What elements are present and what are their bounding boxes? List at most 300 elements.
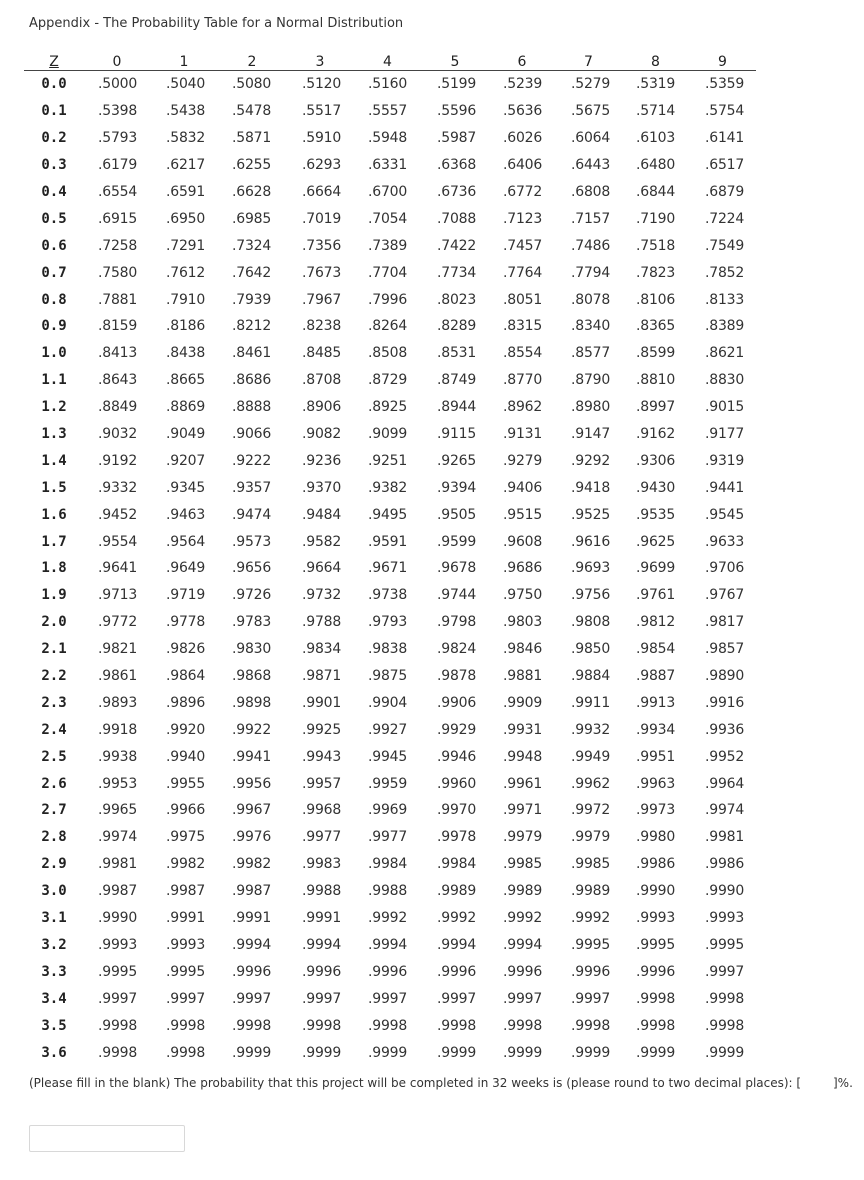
column-header-8: 8 [651,54,660,70]
probability-cell: .9032 [98,426,138,443]
probability-cell: .8051 [503,291,543,308]
probability-cell: .9940 [166,748,206,765]
probability-cell: .8365 [636,318,676,335]
probability-cell: .8186 [166,318,206,335]
probability-cell: .9985 [503,856,543,873]
probability-cell: .8315 [503,318,543,335]
z-value-cell: 3.4 [41,990,67,1007]
probability-cell: .9996 [437,963,477,980]
probability-cell: .6985 [232,210,272,227]
z-value-cell: 0.1 [41,103,67,120]
probability-cell: .6217 [166,157,206,174]
z-value-cell: 0.7 [41,264,67,281]
column-header-5: 5 [450,54,460,70]
probability-cell: .8531 [437,345,477,362]
probability-cell: .9824 [437,641,477,658]
probability-cell: .9788 [302,614,342,631]
probability-cell: .9974 [705,802,745,819]
probability-cell: .7673 [302,264,342,281]
probability-cell: .8962 [503,399,543,416]
probability-cell: .6772 [503,184,543,200]
probability-cell: .9998 [98,1044,138,1061]
z-value-cell: 0.5 [41,210,67,227]
probability-cell: .9936 [705,721,745,738]
z-value-cell: 1.6 [41,506,67,523]
table-row [24,259,756,286]
probability-cell: .9418 [571,479,611,496]
z-value-cell: 3.6 [41,1044,67,1061]
probability-cell: .7549 [705,237,745,254]
probability-cell: .9871 [302,668,342,685]
probability-cell: .9641 [98,560,138,577]
probability-cell: .7157 [571,210,611,227]
probability-cell: .7612 [166,264,206,281]
probability-cell: .8289 [437,318,477,335]
probability-cell: .6517 [705,157,745,174]
probability-cell: .8461 [232,345,272,362]
probability-cell: .9452 [98,506,138,523]
probability-cell: .5557 [368,103,408,120]
probability-cell: .8159 [98,318,138,335]
probability-cell: .9973 [636,802,676,819]
probability-cell: .8869 [166,399,206,416]
probability-cell: .8997 [636,399,676,416]
probability-cell: .9573 [232,533,272,550]
probability-cell: .5478 [232,103,272,120]
z-value-cell: 2.1 [41,641,67,658]
probability-cell: .6255 [232,157,272,174]
probability-cell: .8554 [503,345,543,362]
probability-cell: .9236 [302,452,342,469]
probability-cell: .9943 [302,748,342,765]
table-body [24,71,756,1066]
probability-cell: .8729 [368,372,408,389]
probability-cell: .9505 [437,506,477,523]
probability-cell: .9913 [636,694,676,711]
probability-cell: .9977 [368,829,408,846]
probability-cell: .5000 [98,76,138,93]
probability-cell: .9979 [503,829,543,846]
probability-cell: .8508 [368,345,408,362]
probability-cell: .9999 [437,1044,477,1061]
table-row [24,824,756,851]
probability-cell: .9994 [368,936,408,953]
table-row [24,851,756,878]
probability-cell: .9990 [98,910,138,927]
table-row [24,609,756,636]
probability-cell: .5793 [98,130,138,147]
z-value-cell: 2.7 [41,802,67,819]
probability-cell: .7518 [636,237,676,254]
probability-cell: .9463 [166,506,206,523]
probability-cell: .9922 [232,721,272,738]
z-value-cell: 1.8 [41,560,67,577]
probability-cell: .8599 [636,345,676,362]
probability-cell: .9861 [98,668,138,685]
probability-cell: .9997 [368,990,408,1007]
probability-cell: .9864 [166,668,206,685]
probability-cell: .6879 [705,184,745,200]
probability-cell: .7704 [368,264,408,281]
table-row [24,447,756,474]
probability-cell: .9938 [98,748,138,765]
probability-cell: .8133 [705,291,745,308]
probability-cell: .9931 [503,721,543,738]
probability-cell: .8413 [98,345,138,362]
probability-cell: .9803 [503,614,543,631]
probability-cell: .9981 [98,856,138,873]
z-value-cell: 3.3 [41,963,67,980]
probability-cell: .9582 [302,533,342,550]
probability-cell: .9957 [302,775,342,792]
probability-cell: .7123 [503,210,543,227]
probability-cell: .9591 [368,533,408,550]
probability-cell: .9999 [503,1044,543,1061]
table-row [24,286,756,313]
probability-cell: .9162 [636,426,676,443]
probability-cell: .9972 [571,802,611,819]
table-row [24,98,756,125]
probability-cell: .8749 [437,372,477,389]
probability-cell: .9887 [636,668,676,685]
probability-cell: .9904 [368,694,408,711]
probability-cell: .9982 [166,856,206,873]
probability-cell: .5948 [368,130,408,147]
probability-cell: .9979 [571,829,611,846]
probability-cell: .8340 [571,318,611,335]
probability-cell: .9484 [302,506,342,523]
probability-cell: .9997 [437,990,477,1007]
z-value-cell: 1.1 [41,372,67,389]
probability-cell: .7389 [368,237,408,254]
probability-cell: .8980 [571,399,611,416]
probability-cell: .7422 [437,237,477,254]
probability-cell: .7910 [166,291,206,308]
probability-cell: .9699 [636,560,676,577]
probability-cell: .9999 [232,1044,272,1061]
probability-cell: .9949 [571,748,611,765]
probability-cell: .8485 [302,345,342,362]
probability-cell: .9916 [705,694,745,711]
z-value-cell: 2.9 [41,856,67,873]
probability-cell: .9964 [705,775,745,792]
probability-cell: .9965 [98,802,138,819]
probability-cell: .9990 [705,883,745,900]
probability-cell: .9959 [368,775,408,792]
probability-cell: .9830 [232,641,272,658]
probability-cell: .9750 [503,587,543,604]
table-row [24,716,756,743]
probability-cell: .8238 [302,318,342,335]
probability-cell: .9998 [636,990,676,1007]
probability-cell: .8621 [705,345,745,362]
probability-cell: .9988 [368,883,408,900]
probability-cell: .9911 [571,694,611,711]
probability-cell: .7642 [232,264,272,281]
probability-cell: .9131 [503,426,543,443]
probability-cell: .9756 [571,587,611,604]
z-column-header: Z [49,54,59,70]
probability-cell: .9906 [437,694,477,711]
column-header-1: 1 [179,54,189,70]
probability-cell: .7054 [368,210,408,227]
probability-cell: .8212 [232,318,272,335]
probability-cell: .9909 [503,694,543,711]
table-row [24,1012,756,1039]
probability-cell: .9719 [166,587,206,604]
probability-cell: .6628 [232,184,272,200]
probability-cell: .9998 [302,1017,342,1034]
z-value-cell: 0.8 [41,291,67,308]
probability-cell: .9986 [636,856,676,873]
probability-cell: .9495 [368,506,408,523]
probability-cell: .9981 [705,829,745,846]
probability-cell: .8264 [368,318,408,335]
probability-cell: .9767 [705,587,745,604]
probability-cell: .6368 [437,157,477,174]
z-value-cell: 0.6 [41,237,67,254]
probability-cell: .7356 [302,237,342,254]
probability-cell: .5871 [232,130,272,147]
probability-cell: .9988 [302,883,342,900]
table-header-row [24,50,756,71]
probability-cell: .9932 [571,721,611,738]
probability-cell: .9332 [98,479,138,496]
table-row [24,71,756,98]
z-value-cell: 0.3 [41,157,67,174]
probability-cell: .9997 [166,990,206,1007]
probability-cell: .5438 [166,103,206,120]
probability-cell: .5160 [368,76,408,93]
probability-cell: .9846 [503,641,543,658]
probability-cell: .9956 [232,775,272,792]
probability-cell: .9974 [98,829,138,846]
probability-cell: .9966 [166,802,206,819]
table-row [24,501,756,528]
table-row [24,394,756,421]
probability-cell: .5319 [636,76,676,93]
probability-cell: .8665 [166,372,206,389]
probability-cell: .5120 [302,76,342,93]
probability-cell: .8906 [302,399,342,416]
probability-cell: .9997 [98,990,138,1007]
probability-cell: .9986 [705,856,745,873]
probability-cell: .7823 [636,264,676,281]
probability-cell: .9960 [437,775,477,792]
probability-cell: .9998 [571,1017,611,1034]
probability-cell: .5398 [98,103,138,120]
probability-cell: .7291 [166,237,206,254]
probability-cell: .9997 [503,990,543,1007]
probability-cell: .9995 [636,936,676,953]
probability-cell: .9978 [437,829,477,846]
probability-cell: .9955 [166,775,206,792]
probability-cell: .9994 [503,936,543,953]
probability-cell: .9761 [636,587,676,604]
probability-cell: .9997 [302,990,342,1007]
probability-cell: .9993 [166,936,206,953]
probability-cell: .9890 [705,668,745,685]
table-row [24,689,756,716]
probability-cell: .7486 [571,237,611,254]
probability-cell: .9996 [368,963,408,980]
probability-cell: .9693 [571,560,611,577]
probability-cell: .9977 [302,829,342,846]
probability-cell: .9929 [437,721,477,738]
column-header-3: 3 [315,54,325,70]
probability-cell: .9994 [437,936,477,953]
probability-cell: .7324 [232,237,272,254]
probability-cell: .9678 [437,560,477,577]
probability-cell: .6026 [503,130,543,147]
probability-cell: .9798 [437,614,477,631]
probability-cell: .6293 [302,157,342,174]
probability-cell: .5754 [705,103,745,120]
question-suffix: ]%. [833,1076,853,1090]
probability-cell: .9975 [166,829,206,846]
probability-cell: .9306 [636,452,676,469]
probability-cell: .9726 [232,587,272,604]
probability-cell: .9991 [166,910,206,927]
probability-cell: .9998 [166,1044,206,1061]
z-value-cell: 2.0 [41,614,67,631]
probability-cell: .9967 [232,802,272,819]
probability-cell: .5910 [302,130,342,147]
probability-cell: .9649 [166,560,206,577]
probability-cell: .9535 [636,506,676,523]
z-value-cell: 1.2 [41,399,67,416]
answer-input[interactable] [29,1125,185,1152]
probability-cell: .8708 [302,372,342,389]
z-value-cell: 2.4 [41,721,67,738]
probability-cell: .9279 [503,452,543,469]
page-title: Appendix - The Probability Table for a Normal Distribution [29,16,404,31]
probability-cell: .9370 [302,479,342,496]
probability-cell: .9996 [302,963,342,980]
probability-cell: .9934 [636,721,676,738]
probability-cell: .8925 [368,399,408,416]
probability-cell: .7088 [437,210,477,227]
probability-cell: .9838 [368,641,408,658]
probability-cell: .9147 [571,426,611,443]
probability-cell: .9817 [705,614,745,631]
probability-cell: .8810 [636,372,676,389]
probability-cell: .9987 [232,883,272,900]
probability-cell: .9292 [571,452,611,469]
table-row [24,528,756,555]
probability-cell: .9082 [302,426,342,443]
z-value-cell: 1.5 [41,479,67,496]
probability-cell: .9998 [166,1017,206,1034]
probability-cell: .9948 [503,748,543,765]
probability-cell: .9545 [705,506,745,523]
probability-cell: .9898 [232,694,272,711]
table-row [24,367,756,394]
z-value-cell: 0.4 [41,184,67,200]
probability-cell: .9744 [437,587,477,604]
probability-cell: .7764 [503,264,543,281]
probability-cell: .9686 [503,560,543,577]
probability-cell: .8106 [636,291,676,308]
column-header-2: 2 [247,54,257,70]
probability-cell: .6736 [437,184,477,200]
probability-cell: .7794 [571,264,611,281]
probability-cell: .9812 [636,614,676,631]
probability-cell: .9983 [302,856,342,873]
probability-cell: .7852 [705,264,745,281]
probability-cell: .6179 [98,157,138,174]
probability-cell: .5517 [302,103,342,120]
probability-cell: .9713 [98,587,138,604]
probability-cell: .9998 [98,1017,138,1034]
probability-cell: .9970 [437,802,477,819]
probability-cell: .9896 [166,694,206,711]
probability-cell: .9994 [302,936,342,953]
z-value-cell: 1.0 [41,345,67,362]
probability-cell: .9671 [368,560,408,577]
probability-cell: .9963 [636,775,676,792]
probability-cell: .9927 [368,721,408,738]
z-value-cell: 1.3 [41,426,67,443]
probability-cell: .7996 [368,291,408,308]
probability-cell: .9999 [302,1044,342,1061]
probability-cell: .9625 [636,533,676,550]
probability-cell: .6664 [302,184,342,200]
probability-cell: .5199 [437,76,477,93]
probability-cell: .8849 [98,399,138,416]
probability-cell: .9808 [571,614,611,631]
probability-cell: .8888 [232,399,272,416]
probability-cell: .9656 [232,560,272,577]
probability-cell: .6443 [571,157,611,174]
probability-cell: .9987 [98,883,138,900]
probability-cell: .9989 [503,883,543,900]
probability-cell: .9783 [232,614,272,631]
probability-cell: .8770 [503,372,543,389]
probability-cell: .7939 [232,291,272,308]
probability-cell: .9984 [368,856,408,873]
probability-cell: .9993 [636,910,676,927]
probability-cell: .5080 [232,76,272,93]
probability-cell: .9969 [368,802,408,819]
table-row [24,232,756,259]
probability-cell: .9525 [571,506,611,523]
probability-cell: .9826 [166,641,206,658]
probability-cell: .9357 [232,479,272,496]
probability-cell: .9664 [302,560,342,577]
probability-cell: .9991 [232,910,272,927]
z-value-cell: 0.0 [41,76,67,93]
probability-cell: .9616 [571,533,611,550]
probability-cell: .9474 [232,506,272,523]
table-row [24,555,756,582]
probability-cell: .9732 [302,587,342,604]
table-row [24,932,756,959]
probability-cell: .9868 [232,668,272,685]
probability-cell: .9996 [571,963,611,980]
table-row [24,770,756,797]
probability-cell: .9999 [705,1044,745,1061]
table-row [24,797,756,824]
probability-cell: .9999 [636,1044,676,1061]
probability-cell: .9998 [705,990,745,1007]
probability-cell: .9251 [368,452,408,469]
probability-cell: .9854 [636,641,676,658]
column-header-9: 9 [718,54,727,70]
z-value-cell: 1.9 [41,587,67,604]
probability-cell: .6808 [571,184,611,200]
probability-cell: .9998 [437,1017,477,1034]
